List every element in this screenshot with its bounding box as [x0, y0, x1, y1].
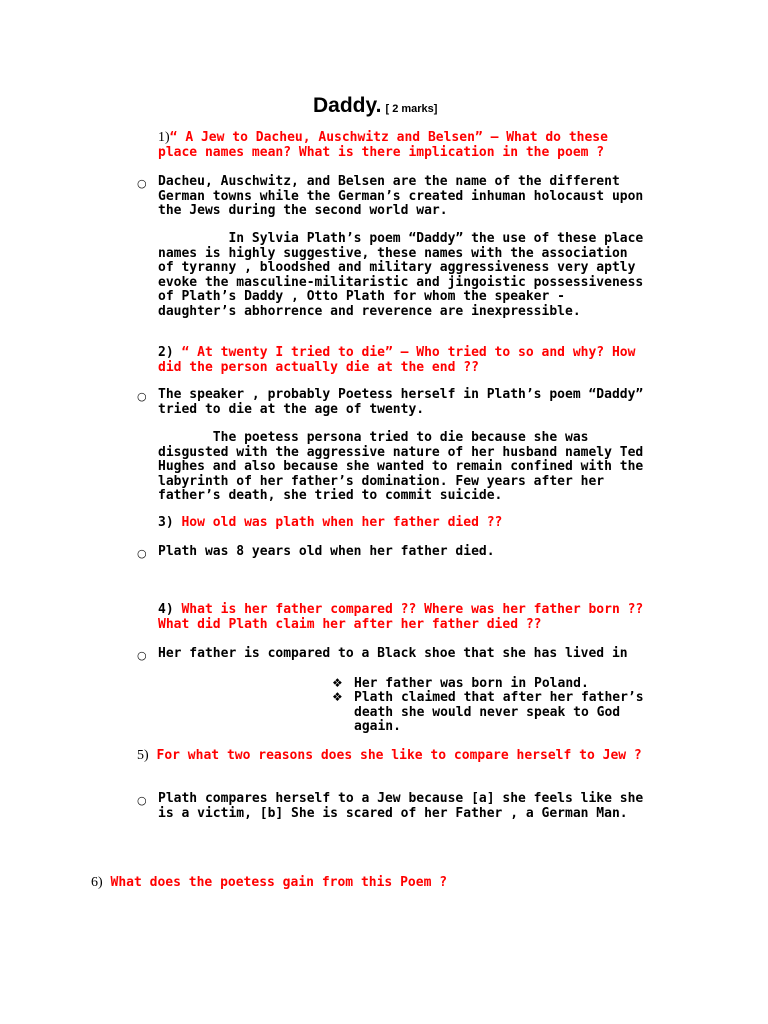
question-1 — [158, 131, 608, 160]
bullet-icon: ○ — [137, 177, 147, 190]
answer-5-bullet: Plath compares herself to a Jew because [a] she feels like she is a victim, [b] She is scared of her Father , a German Man. — [158, 791, 644, 821]
question-2-line-1: “ At twenty I tried to die” – Who tried to so and why? How — [173, 345, 636, 360]
question-5-text: For what two reasons does she like to compare herself to Jew ? — [148, 748, 642, 763]
answer-2-bullet: The speaker , probably Poetess herself in Plath’s poem “Daddy” tried to die at the age of twenty. — [158, 387, 644, 417]
question-3-text: How old was plath when her father died ?? — [173, 515, 503, 530]
bullet-icon: ○ — [137, 547, 147, 560]
bullet-icon: ○ — [137, 649, 147, 662]
answer-3-bullet: Plath was 8 years old when her father died. — [158, 544, 495, 559]
answer-4-bullet: Her father is compared to a Black shoe that she has lived in — [158, 646, 628, 661]
diamond-bullet-icon: ❖ — [332, 690, 343, 704]
answer-1-bullet: Dacheu, Auschwitz, and Belsen are the name of the different German towns while the German’s created inhuman holocaust upon the Jews during the second world war. — [158, 174, 644, 218]
question-2 — [158, 346, 635, 375]
question-1-line-2: place names mean? What is there implication in the poem ? — [158, 144, 605, 160]
question-6-text: What does the poetess gain from this Poem ? — [102, 875, 448, 890]
answer-4-sub-1: Her father was born in Poland. — [354, 676, 589, 691]
diamond-bullet-icon: ❖ — [332, 676, 343, 690]
question-3 — [158, 516, 502, 531]
question-5-number: 5) — [137, 748, 149, 763]
page-title — [313, 94, 437, 118]
question-1-number: 1) — [158, 130, 170, 145]
marks-label: [ 2 marks] — [385, 103, 438, 115]
question-4-line-1: What is her father compared ?? Where was her father born ?? — [173, 602, 644, 617]
question-6-number: 6) — [91, 875, 103, 890]
question-6 — [91, 876, 447, 891]
answer-2-paragraph: The poetess persona tried to die because she was disgusted with the aggressive nature of her husband namely Ted Hughes and also because she wanted to remain confined with the labyrinth of her father’s domination. Few years after her father’s death, she tried to commit suicide. — [158, 430, 644, 503]
question-4-number: 4) — [158, 602, 174, 617]
answer-4-sub-2: Plath claimed that after her father’s death she would never speak to God again. — [354, 690, 644, 734]
question-2-line-2: did the person actually die at the end ?? — [158, 359, 479, 375]
question-2-number: 2) — [158, 345, 174, 360]
question-1-line-1: “ A Jew to Dacheu, Auschwitz and Belsen” – What do these — [169, 130, 608, 145]
question-4 — [158, 603, 643, 632]
bullet-icon: ○ — [137, 390, 147, 403]
bullet-icon: ○ — [137, 794, 147, 807]
question-4-line-2: What did Plath claim her after her father died ?? — [158, 616, 542, 632]
question-5 — [137, 749, 642, 764]
title-text: Daddy. — [313, 94, 382, 117]
question-3-number: 3) — [158, 515, 174, 530]
answer-1-paragraph: In Sylvia Plath’s poem “Daddy” the use of these place names is highly suggestive, these names with the association of tyranny , bloodshed and military aggressiveness very aptly evoke the masculine-militaristic and jingoistic possessiveness of Plath’s Daddy , Otto Plath for whom the speaker - daughter’s abhorrence and reverence are inexpressible. — [158, 231, 644, 319]
